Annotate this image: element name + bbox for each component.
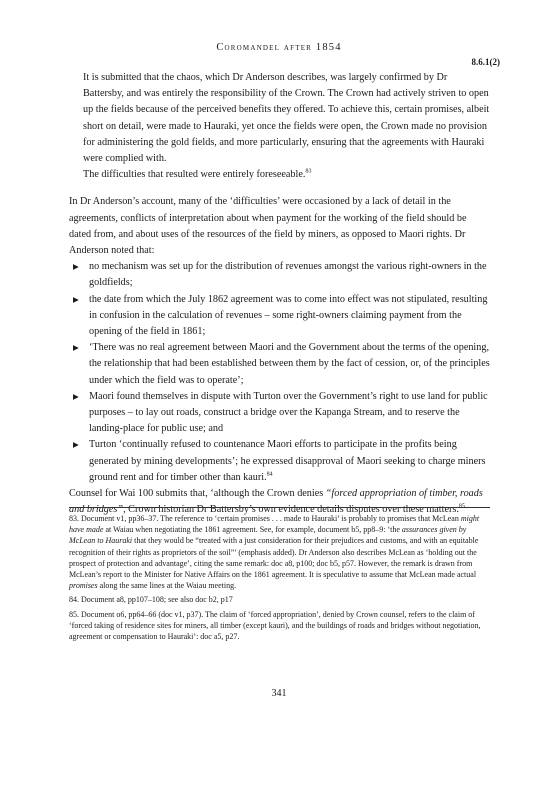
closing-text-2: , Crown historian Dr Battersby’s own evidence details disputes over these matters. <box>123 504 459 516</box>
bullet-text: no mechanism was set up for the distribution of revenues amongst the various right-owners in the goldfields; <box>89 261 487 289</box>
bullet-item <box>69 259 490 291</box>
footnote-83 <box>69 513 490 591</box>
triangle-bullet-icon: ▶ <box>73 391 79 401</box>
footnote-85: 85. Document o6, pp64–66 (doc v1, p37). The claim of ‘forced appropriation’, denied by Crown counsel, refers to the claim of ‘forced taking of residence sites for miners, all timber (except kauri), and the buildings of roads and bridges without negotiation, agreement or compensation to Hauraki’: doc a5, p27. <box>69 609 481 642</box>
closing-italic-quote: “forced appropriation of timber, roads and bridges” <box>69 488 483 516</box>
body-paragraph: In Dr Anderson’s account, many of the ‘difficulties’ were occasioned by a lack of detail in the agreements, conflicts of interpretation about when payment for the working of the field should be dated from, and about uses of the resources of the field by miners, as opposed to Maori rights. Dr Anderson noted that: <box>69 196 467 257</box>
quote-paragraph-2 <box>83 167 490 183</box>
fn83-text-d: along the same lines at the Waiau meeting. <box>97 581 237 591</box>
bullet-item <box>69 292 490 341</box>
fn83-italic-c: promises <box>69 581 98 591</box>
closing-text-1: Counsel for Wai 100 submits that, ‘although the Crown denies <box>69 488 326 500</box>
main-text <box>69 70 490 518</box>
fn83-italic-b: assurances given by McLean to Hauraki <box>69 525 467 546</box>
running-header: Coromandel after 1854 <box>216 42 342 53</box>
bullet-text: the date from which the July 1862 agreement was to come into effect was not stipulated, resulting in confusion in the calculation of revenues – some right-owners claiming payment from the opening of the field in 1861; <box>89 293 488 338</box>
quote-paragraph-1: It is submitted that the chaos, which Dr Anderson describes, was largely confirmed by Dr Battersby, and was entirely the responsibility of the Crown. The Crown had actively striven to open up the fields because of the perceived benefits they offered. To achieve this, certain promises, albeit short on detail, were made to Hauraki, yet once the fields were open, the Crown made no provision for administering the gold fields, and more particularly, ensuring that the agreements with Hauraki were complied with. <box>83 72 490 165</box>
block-quote <box>69 70 490 183</box>
triangle-bullet-icon: ▶ <box>73 343 79 353</box>
bullet-text: ‘There was no real agreement between Maori and the Government about the terms of the opening, the relationship that had been established between them by the fact of cession, or, of the principles under which the field was to operate’; <box>89 342 490 386</box>
bullet-item <box>69 389 490 438</box>
section-number: 8.6.1(2) <box>471 57 500 67</box>
footnotes <box>69 513 490 645</box>
bullet-item <box>69 340 490 389</box>
footnote-divider <box>69 507 490 508</box>
footnote-ref-83[interactable]: 83 <box>305 168 312 175</box>
fn83-text-a: 83. Document v1, pp36–37. The reference to ‘certain promises . . . made to Hauraki’ is probably to promises that McLean <box>69 514 461 523</box>
page-number: 341 <box>271 688 287 699</box>
fn83-text-b: at Waiau when negotiating the 1861 agreement. See, for example, document b5, pp8–9: ‘the <box>103 525 402 535</box>
footnote-ref-84[interactable]: 84 <box>266 471 273 478</box>
bullet-list <box>69 259 490 486</box>
triangle-bullet-icon: ▶ <box>73 262 79 272</box>
bullet-item <box>69 437 490 486</box>
fn83-text-c: that they would be “treated with a just consideration for their prejudices and customs, and with an equitable recognition of their rights as proprietors of the soil”’ (emphasis added). Dr Anderson also describes McLean as ‘holding out the prospect of protection and advantage’, citing the same remark: doc a8, p100; doc b5, p57. However, the remark is drawn from McLean’s report to the Minister for Native Affairs on the 1861 agreement. It is speculative to assume that McLean made actual <box>69 536 479 580</box>
footnote-84: 84. Document a8, pp107–108; see also doc b2, p17 <box>69 595 233 605</box>
footnote-ref-85[interactable]: 85 <box>458 503 465 510</box>
bullet-text: Maori found themselves in dispute with Turton over the Government’s right to use land for public purposes – to lay out roads, construct a bridge over the Kapanga Stream, and to reserve the landing-place for public use; and <box>89 390 488 435</box>
bullet-text: Turton ‘continually refused to countenance Maori efforts to participate in the profits being generated by mining developments’; he expressed disapproval of Maori seeking to charge miners ground rent and for timber other than kauri. <box>89 439 486 483</box>
triangle-bullet-icon: ▶ <box>73 294 79 304</box>
quote-paragraph-2-text: The difficulties that resulted were entirely foreseeable. <box>83 169 306 181</box>
triangle-bullet-icon: ▶ <box>73 440 79 450</box>
fn83-italic-a: might have made <box>69 514 480 535</box>
